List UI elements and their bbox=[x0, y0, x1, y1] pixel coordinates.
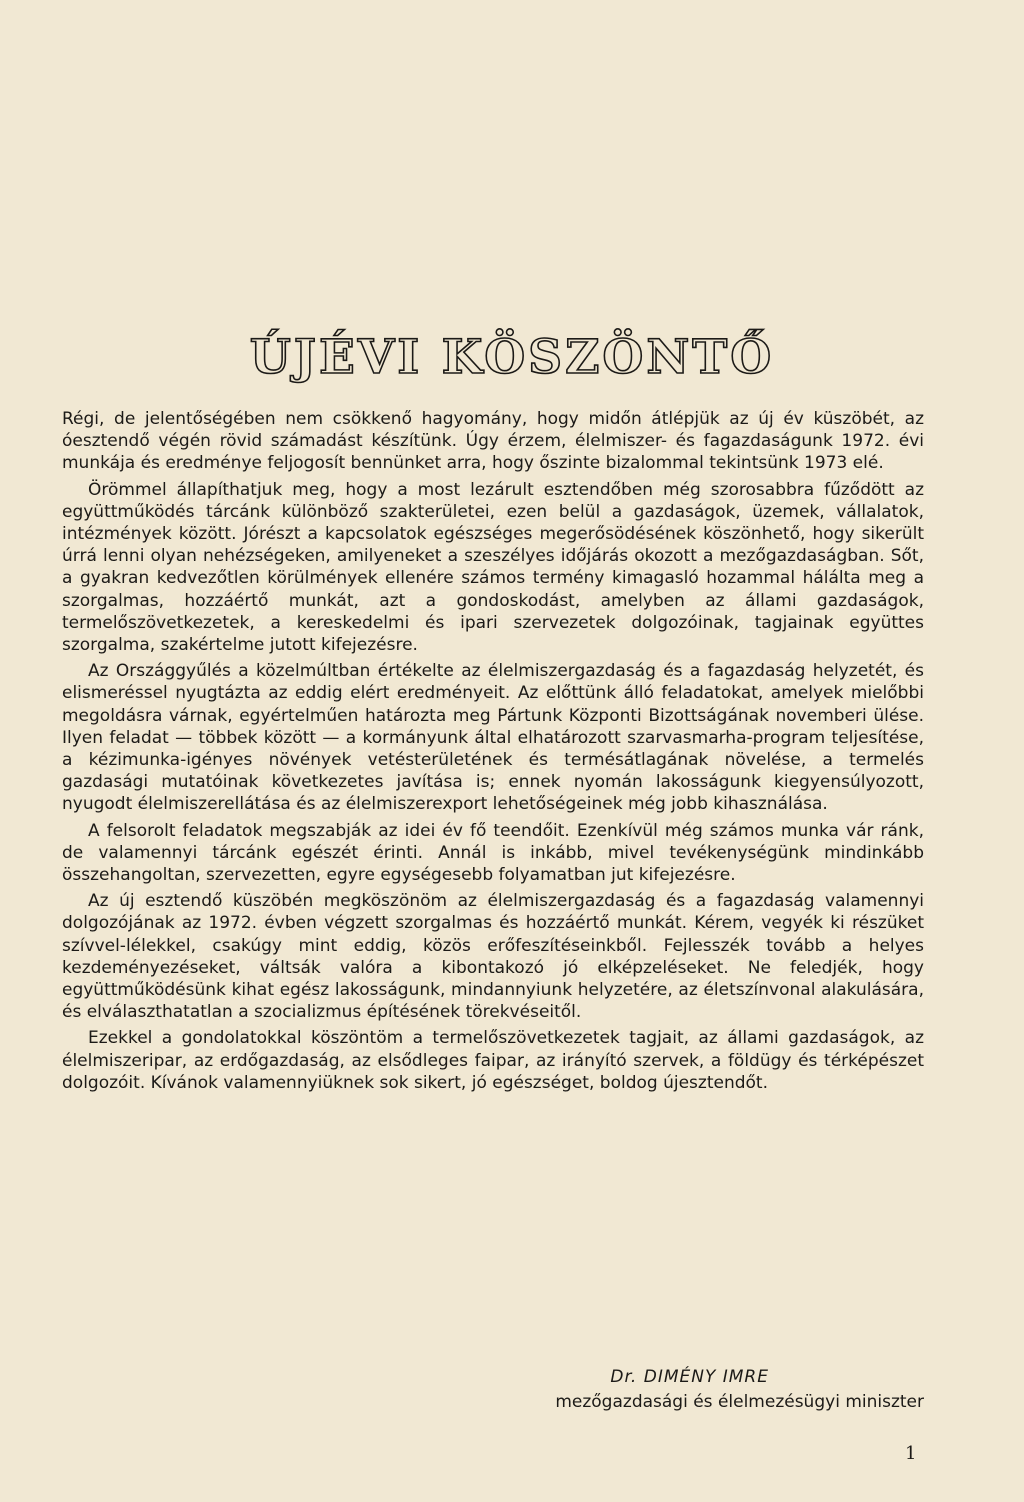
paragraph-2: Örömmel állapíthatjuk meg, hogy a most lezárult esztendőben még szorosabbra fűződött az együttműködés tárcánk különböző szakterületei, ezen belül a gazdaságok, üzemek, vállalatok, intézmények között. Jórészt a kapcsolatok egészséges megerősödésének köszönhető, hogy sikerült úrrá lenni olyan nehézségeken, amilyeneket a szeszélyes időjárás okozott a mezőgazdaságban. Sőt, a gyakran kedvezőtlen körülmények ellenére számos termény kimagasló hozammal hálálta meg a szorgalmas, hozzáértő munkát, azt a gondoskodást, amelyben az állami gazdaságok, termelőszövetkezetek, a kereskedelmi és ipari szervezetek dolgozóinak, tagjainak együttes szorgalma, szakértelme jutott kifejezésre. bbox=[62, 479, 924, 656]
article-body bbox=[62, 408, 924, 1098]
paragraph-4: A felsorolt feladatok megszabják az idei év fő teendőit. Ezenkívül még számos munka vár ránk, de valamennyi tárcánk egészét érinti. Annál is inkább, mivel tevékenységünk mindinkább összehangoltan, szervezetten, egyre egységesebb folyamatban jut kifejezésre. bbox=[62, 820, 924, 886]
signature-role: mezőgazdasági és élelmezésügyi miniszter bbox=[555, 1392, 924, 1412]
page-number: 1 bbox=[905, 1443, 917, 1464]
paragraph-1: Régi, de jelentőségében nem csökkenő hagyomány, hogy midőn átlépjük az új év küszöbét, az óesztendő végén rövid számadást készítünk. Úgy érzem, élelmiszer- és fagazdaságunk 1972. évi munkája és eredménye feljogosít bennünket arra, hogy őszinte bizalommal tekintsünk 1973 elé. bbox=[62, 409, 924, 474]
paragraph-6: Ezekkel a gondolatokkal köszöntöm a termelőszövetkezetek tagjait, az állami gazdaságok, az élelmiszeripar, az erdőgazdaság, az elsődleges faipar, az irányító szervek, a földügy és térképészet dolgozóit. Kívánok valamennyiüknek sok sikert, jó egészséget, boldog újesztendőt. bbox=[62, 1028, 924, 1093]
page-title: ÚJÉVI KÖSZÖNTŐ bbox=[249, 330, 775, 385]
signature-name: Dr. DIMÉNY IMRE bbox=[610, 1367, 769, 1387]
paragraph-3: Az Országgyűlés a közelmúltban értékelte az élelmiszergazdaság és a fagazdaság helyzetét, és elismeréssel nyugtázta az eddig elért eredményeit. Az előttünk álló feladatokat, amelyek mielőbbi megoldásra várnak, egyértelműen határozta meg Pártunk Központi Bizottságának novemberi ülése. Ilyen feladat — többek között — a kormányunk által elhatározott szarvasmarha-program teljesítése, a kézimunka-igényes növények vetésterületének és termésátlagának növelése, a termelés gazdasági mutatóinak következetes javítása is; ennek nyomán lakosságunk kiegyensúlyozott, nyugodt élelmiszerellátása és az élelmiszerexport lehetőségeinek még jobb kihasználása. bbox=[62, 661, 924, 815]
paragraph-5: Az új esztendő küszöbén megköszönöm az élelmiszergazdaság és a fagazdaság valamennyi dolgozójának az 1972. évben végzett szorgalmas és hozzáértő munkát. Kérem, vegyék ki részüket szívvel-lélekkel, csakúgy mint eddig, közös erőfeszítéseinkből. Fejlesszék tovább a helyes kezdeményezéseket, váltsák valóra a kibontakozó jó elképzeléseket. Ne feledjék, hogy együttműködésünk kihat egész lakosságunk, mindannyiunk helyzetére, az életszínvonal alakulására, és elválaszthatatlan a szocializmus építésének törekvéseitől. bbox=[62, 891, 924, 1023]
